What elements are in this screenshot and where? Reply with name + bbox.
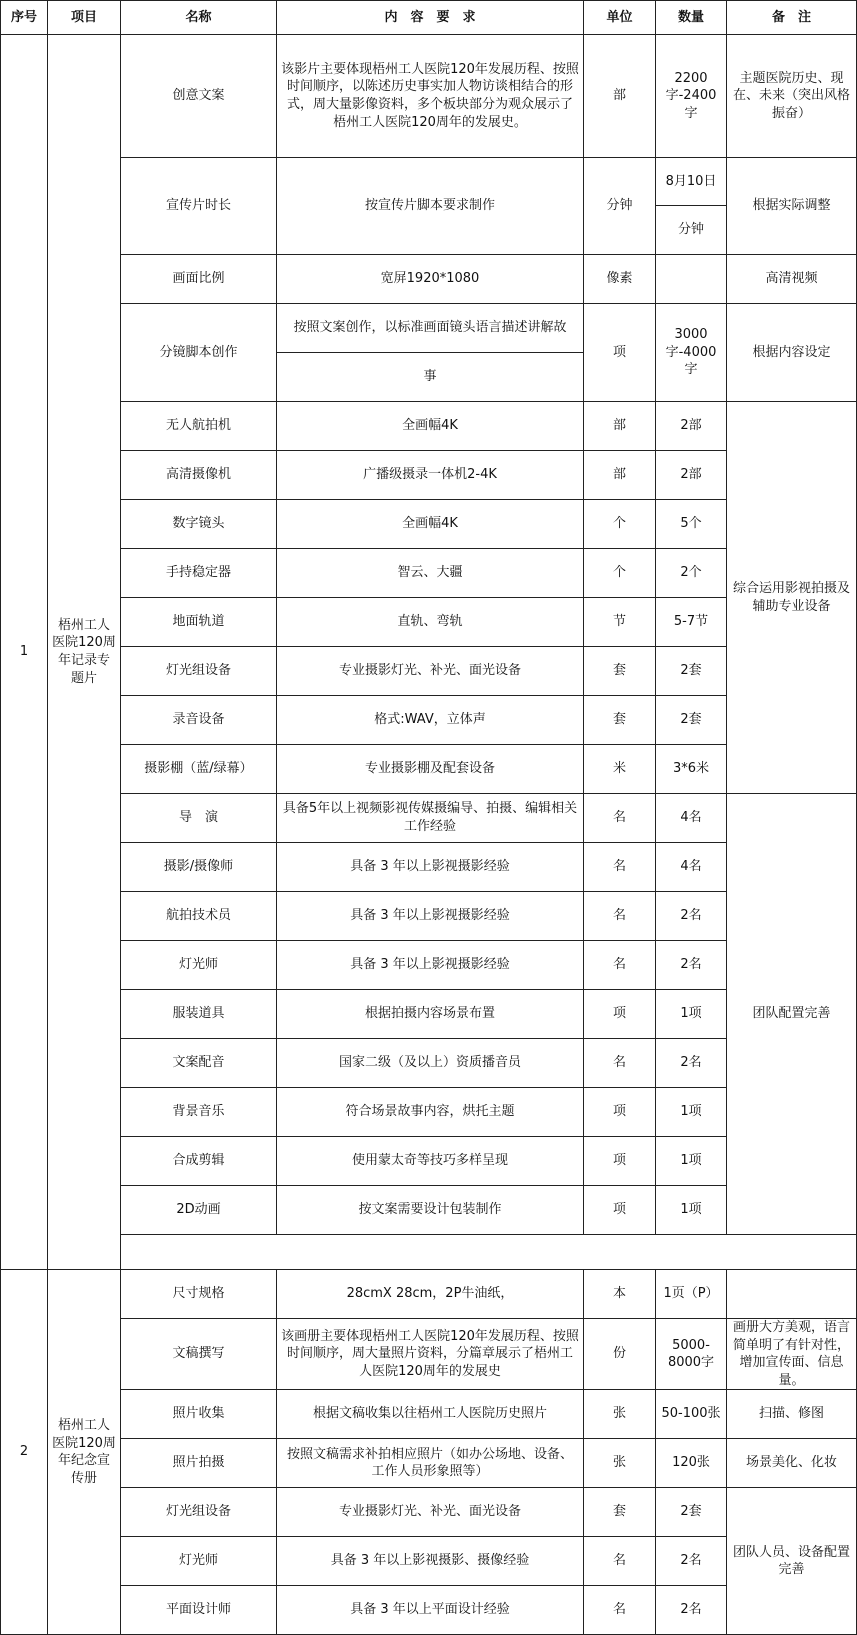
row-name: 无人航拍机 <box>121 402 277 451</box>
row-content: 按照文稿需求补拍相应照片（如办公场地、设备、工作人员形象照等） <box>277 1439 584 1488</box>
row-content: 广播级摄录一体机2-4K <box>277 451 584 500</box>
row-unit: 名 <box>584 1586 656 1635</box>
row-qty: 2套 <box>656 696 727 745</box>
row-name: 文稿撰写 <box>121 1319 277 1390</box>
row-unit: 项 <box>584 1088 656 1137</box>
row-qty: 8月10日 <box>656 158 727 206</box>
row-content: 直轨、弯轨 <box>277 598 584 647</box>
header-unit: 单位 <box>584 1 656 35</box>
row-content: 全画幅4K <box>277 402 584 451</box>
row-qty: 2部 <box>656 451 727 500</box>
row-content: 按照文案创作，以标准画面镜头语言描述讲解故 <box>277 304 584 353</box>
row-name: 合成剪辑 <box>121 1137 277 1186</box>
row-qty: 2部 <box>656 402 727 451</box>
row-name: 航拍技术员 <box>121 892 277 941</box>
row-note: 根据内容设定 <box>727 304 857 402</box>
row-qty <box>656 255 727 304</box>
table-row <box>1 255 857 304</box>
row-name: 服装道具 <box>121 990 277 1039</box>
section1-project: 梧州工人医院120周年记录专题片 <box>48 35 121 1270</box>
row-qty: 2套 <box>656 1488 727 1537</box>
row-content: 根据文稿收集以往梧州工人医院历史照片 <box>277 1390 584 1439</box>
row-unit: 个 <box>584 500 656 549</box>
row-qty: 2名 <box>656 1039 727 1088</box>
row-content: 专业摄影棚及配套设备 <box>277 745 584 794</box>
row-name: 灯光师 <box>121 1537 277 1586</box>
row-content: 具备 3 年以上影视摄影、摄像经验 <box>277 1537 584 1586</box>
row-content: 按文案需要设计包装制作 <box>277 1186 584 1235</box>
header-note: 备 注 <box>727 1 857 35</box>
row-name: 地面轨道 <box>121 598 277 647</box>
row-note: 高清视频 <box>727 255 857 304</box>
row-unit: 个 <box>584 549 656 598</box>
row-unit: 名 <box>584 1039 656 1088</box>
separator-cell <box>121 1235 857 1270</box>
row-content: 该影片主要体现梧州工人医院120年发展历程、按照时间顺序，以陈述历史事实加人物访谈相结合的形式，周大量影像资料，多个板块部分为观众展示了梧州工人医院120周年的发展史。 <box>277 35 584 158</box>
row-qty: 1项 <box>656 1137 727 1186</box>
row-unit: 名 <box>584 892 656 941</box>
row-note: 扫描、修图 <box>727 1390 857 1439</box>
row-name: 尺寸规格 <box>121 1270 277 1319</box>
row-qty: 2名 <box>656 941 727 990</box>
row-note: 主题医院历史、现在、未来（突出风格振奋） <box>727 35 857 158</box>
row-unit: 项 <box>584 304 656 402</box>
row-content: 格式:WAV，立体声 <box>277 696 584 745</box>
row-name: 画面比例 <box>121 255 277 304</box>
row-unit: 项 <box>584 1186 656 1235</box>
row-unit: 部 <box>584 35 656 158</box>
row-unit: 张 <box>584 1390 656 1439</box>
row-note <box>727 1270 857 1319</box>
note-team: 团队配置完善 <box>727 794 857 1235</box>
row-qty: 2200字-2400字 <box>656 35 727 158</box>
row-qty: 2个 <box>656 549 727 598</box>
row-note: 画册大方美观，语言简单明了有针对性，增加宣传面、信息量。 <box>727 1319 857 1390</box>
row-qty: 1项 <box>656 990 727 1039</box>
row-name: 照片拍摄 <box>121 1439 277 1488</box>
row-qty: 5000-8000字 <box>656 1319 727 1390</box>
row-qty: 50-100张 <box>656 1390 727 1439</box>
table-row <box>1 1439 857 1488</box>
header-name: 名称 <box>121 1 277 35</box>
header-qty: 数量 <box>656 1 727 35</box>
row-content: 专业摄影灯光、补光、面光设备 <box>277 1488 584 1537</box>
row-qty: 2名 <box>656 1586 727 1635</box>
table-row <box>1 402 857 451</box>
row-qty-unit: 分钟 <box>656 206 727 255</box>
row-unit: 名 <box>584 1537 656 1586</box>
row-unit: 项 <box>584 1137 656 1186</box>
section1-no: 1 <box>1 35 48 1270</box>
row-unit: 张 <box>584 1439 656 1488</box>
header-no: 序号 <box>1 1 48 35</box>
row-unit: 米 <box>584 745 656 794</box>
row-qty: 5个 <box>656 500 727 549</box>
row-content: 宽屏1920*1080 <box>277 255 584 304</box>
row-content: 具备 3 年以上影视摄影经验 <box>277 892 584 941</box>
row-content: 按宣传片脚本要求制作 <box>277 158 584 255</box>
row-name: 2D动画 <box>121 1186 277 1235</box>
row-name: 文案配音 <box>121 1039 277 1088</box>
row-name: 高清摄像机 <box>121 451 277 500</box>
row-name: 照片收集 <box>121 1390 277 1439</box>
row-note: 场景美化、化妆 <box>727 1439 857 1488</box>
table-row <box>1 1488 857 1537</box>
row-name: 手持稳定器 <box>121 549 277 598</box>
row-content: 具备 3 年以上影视摄影经验 <box>277 843 584 892</box>
table-row <box>1 1319 857 1390</box>
note-equipment: 综合运用影视拍摄及辅助专业设备 <box>727 402 857 794</box>
table-row <box>1 158 857 206</box>
row-name: 灯光师 <box>121 941 277 990</box>
header-project: 项目 <box>48 1 121 35</box>
table-row <box>1 304 857 353</box>
table-row <box>1 35 857 158</box>
row-name: 背景音乐 <box>121 1088 277 1137</box>
row-qty: 2名 <box>656 892 727 941</box>
row-qty: 4名 <box>656 794 727 843</box>
header-content: 内 容 要 求 <box>277 1 584 35</box>
row-unit: 部 <box>584 402 656 451</box>
row-content: 28cmX 28cm，2P牛油纸， <box>277 1270 584 1319</box>
row-content: 该画册主要体现梧州工人医院120年发展历程、按照时间顺序，周大量照片资料，分篇章展示了梧州工人医院120周年的发展史 <box>277 1319 584 1390</box>
row-name: 分镜脚本创作 <box>121 304 277 402</box>
note-team: 团队人员、设备配置完善 <box>727 1488 857 1635</box>
row-qty: 1项 <box>656 1186 727 1235</box>
row-qty: 5-7节 <box>656 598 727 647</box>
row-content: 全画幅4K <box>277 500 584 549</box>
row-qty: 2名 <box>656 1537 727 1586</box>
header-row <box>1 1 857 35</box>
row-name: 数字镜头 <box>121 500 277 549</box>
table-row <box>1 794 857 843</box>
row-qty: 1页（P） <box>656 1270 727 1319</box>
row-name: 灯光组设备 <box>121 1488 277 1537</box>
row-qty: 3000字-4000字 <box>656 304 727 402</box>
row-name: 摄影棚（蓝/绿幕） <box>121 745 277 794</box>
table-row <box>1 1390 857 1439</box>
row-unit: 名 <box>584 843 656 892</box>
row-name: 导 演 <box>121 794 277 843</box>
row-qty: 1项 <box>656 1088 727 1137</box>
row-name: 灯光组设备 <box>121 647 277 696</box>
row-unit: 节 <box>584 598 656 647</box>
table-row <box>1 1270 857 1319</box>
row-note: 根据实际调整 <box>727 158 857 255</box>
row-content: 具备 3 年以上平面设计经验 <box>277 1586 584 1635</box>
row-qty: 4名 <box>656 843 727 892</box>
row-name: 创意文案 <box>121 35 277 158</box>
row-unit: 部 <box>584 451 656 500</box>
row-name: 摄影/摄像师 <box>121 843 277 892</box>
row-qty: 120张 <box>656 1439 727 1488</box>
row-name: 平面设计师 <box>121 1586 277 1635</box>
row-content: 国家二级（及以上）资质播音员 <box>277 1039 584 1088</box>
row-content: 具备 3 年以上影视摄影经验 <box>277 941 584 990</box>
row-unit: 名 <box>584 941 656 990</box>
row-unit: 套 <box>584 1488 656 1537</box>
row-content: 具备5年以上视频影视传媒摄编导、拍摄、编辑相关工作经验 <box>277 794 584 843</box>
row-unit: 份 <box>584 1319 656 1390</box>
row-unit: 项 <box>584 990 656 1039</box>
row-content: 智云、大疆 <box>277 549 584 598</box>
row-content: 专业摄影灯光、补光、面光设备 <box>277 647 584 696</box>
separator-row <box>1 1235 857 1270</box>
row-qty: 3*6米 <box>656 745 727 794</box>
row-unit: 套 <box>584 647 656 696</box>
row-content-cont: 事 <box>277 353 584 402</box>
row-unit: 本 <box>584 1270 656 1319</box>
row-name: 宣传片时长 <box>121 158 277 255</box>
row-qty: 2套 <box>656 647 727 696</box>
row-content: 符合场景故事内容，烘托主题 <box>277 1088 584 1137</box>
row-name: 录音设备 <box>121 696 277 745</box>
section2-project: 梧州工人医院120周年纪念宣传册 <box>48 1270 121 1635</box>
section2-no: 2 <box>1 1270 48 1635</box>
row-content: 根据拍摄内容场景布置 <box>277 990 584 1039</box>
row-unit: 像素 <box>584 255 656 304</box>
row-unit: 分钟 <box>584 158 656 255</box>
row-content: 使用蒙太奇等技巧多样呈现 <box>277 1137 584 1186</box>
row-unit: 套 <box>584 696 656 745</box>
row-unit: 名 <box>584 794 656 843</box>
